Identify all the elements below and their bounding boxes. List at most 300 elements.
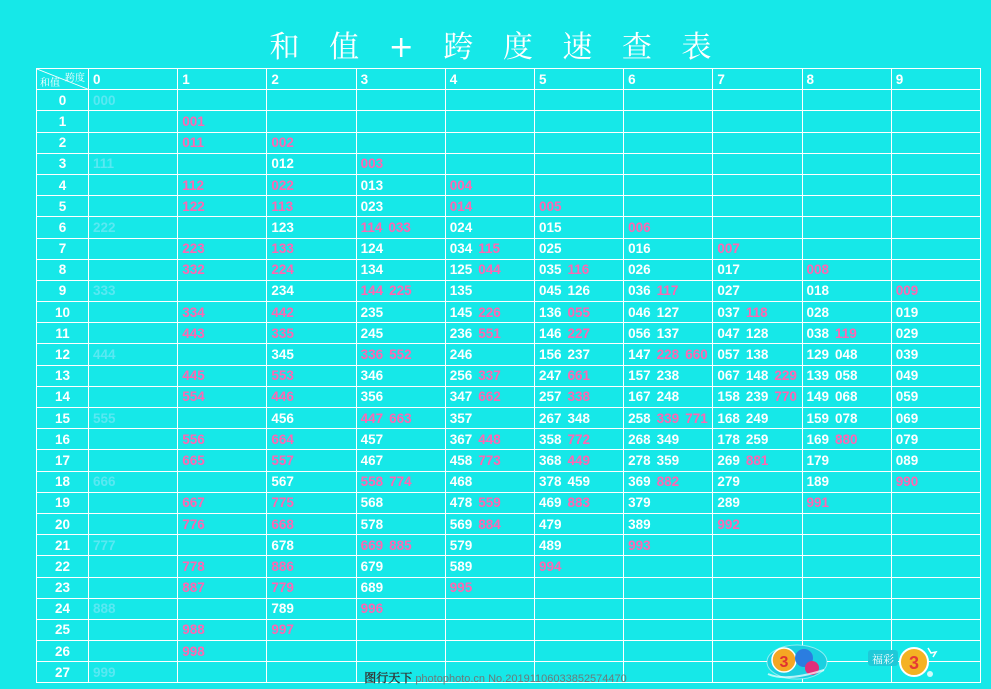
cell-sum-9-span-4 [445, 280, 534, 301]
cell-sum-19-span-9 [891, 492, 980, 513]
table-body [37, 90, 981, 683]
combo-value: 229 [774, 368, 797, 384]
combo-value: 001 [182, 113, 205, 129]
combo-value: 443 [182, 325, 205, 341]
cell-sum-24-span-2 [267, 598, 356, 619]
combo-value: 118 [745, 304, 768, 320]
cell-sum-19-span-8 [802, 492, 891, 513]
combo-value: 774 [389, 474, 412, 490]
table-row [37, 619, 981, 640]
table-row [37, 513, 981, 534]
combo-value: 146 [538, 325, 562, 341]
cell-sum-0-span-0 [89, 90, 178, 111]
row-header-sum-4: 4 [37, 174, 89, 195]
cell-sum-11-span-5 [534, 323, 623, 344]
combo-value: 247 [538, 368, 562, 384]
combo-value: 127 [656, 304, 680, 320]
combo-value: 997 [271, 622, 294, 638]
table-row [37, 386, 981, 407]
combo-value: 148 [745, 368, 769, 384]
combo-value: 028 [806, 304, 830, 320]
combo-value: 886 [271, 558, 294, 574]
cell-sum-16-span-7 [713, 429, 802, 450]
combo-value: 009 [895, 283, 919, 299]
combo-value: 479 [538, 516, 562, 532]
table-row [37, 174, 981, 195]
cell-sum-22-span-4 [445, 556, 534, 577]
combo-value: 489 [538, 537, 562, 553]
combo-value: 259 [745, 431, 769, 447]
cell-sum-0-span-6 [624, 90, 713, 111]
row-header-sum-15: 15 [37, 408, 89, 429]
cell-sum-5-span-6 [624, 196, 713, 217]
cell-sum-21-span-5 [534, 535, 623, 556]
cell-sum-4-span-7 [713, 174, 802, 195]
cell-sum-14-span-4 [445, 386, 534, 407]
cell-sum-12-span-3 [356, 344, 445, 365]
table-row [37, 492, 981, 513]
cell-sum-11-span-3 [356, 323, 445, 344]
table-row [37, 323, 981, 344]
combo-value: 459 [567, 474, 590, 490]
combo-value: 349 [656, 431, 680, 447]
cell-sum-18-span-1 [178, 471, 267, 492]
cell-sum-17-span-6 [624, 450, 713, 471]
combo-value: 114 [360, 219, 383, 235]
cell-sum-20-span-4 [445, 513, 534, 534]
table-row [37, 408, 981, 429]
combo-value: 018 [806, 283, 830, 299]
cell-sum-3-span-0 [89, 153, 178, 174]
cell-sum-10-span-5 [534, 302, 623, 323]
cell-sum-13-span-0 [89, 365, 178, 386]
combo-value: 358 [538, 431, 562, 447]
cell-sum-2-span-2 [267, 132, 356, 153]
svg-text:福彩: 福彩 [872, 653, 894, 666]
cell-sum-5-span-0 [89, 196, 178, 217]
combo-value: 338 [567, 389, 590, 405]
watermark [0, 669, 991, 686]
combo-value: 178 [717, 431, 740, 447]
combo-value: 689 [360, 580, 384, 596]
combo-value: 778 [182, 558, 205, 574]
cell-sum-6-span-7 [713, 217, 802, 238]
cell-sum-18-span-0 [89, 471, 178, 492]
combo-value: 445 [182, 368, 205, 384]
cell-sum-1-span-1 [178, 111, 267, 132]
cell-sum-23-span-6 [624, 577, 713, 598]
watermark-url: photophoto.cn [415, 673, 486, 685]
cell-sum-24-span-4 [445, 598, 534, 619]
cell-sum-26-span-0 [89, 641, 178, 662]
cell-sum-5-span-4 [445, 196, 534, 217]
cell-sum-11-span-0 [89, 323, 178, 344]
combo-value: 056 [628, 325, 651, 341]
combo-value: 559 [478, 495, 501, 511]
combo-value: 773 [478, 452, 501, 468]
cell-sum-3-span-6 [624, 153, 713, 174]
cell-sum-15-span-0 [89, 408, 178, 429]
table-row [37, 153, 981, 174]
combo-value: 000 [93, 92, 116, 108]
combo-value: 665 [182, 452, 205, 468]
corner-label-span: 跨度 [65, 73, 85, 84]
combo-value: 995 [449, 580, 473, 596]
corner-header-cell [37, 69, 89, 90]
combo-value: 663 [389, 410, 412, 426]
cell-sum-8-span-0 [89, 259, 178, 280]
svg-text:3: 3 [908, 653, 920, 673]
cell-sum-4-span-0 [89, 174, 178, 195]
cell-sum-8-span-1 [178, 259, 267, 280]
combo-value: 124 [360, 241, 384, 257]
cell-sum-14-span-8 [802, 386, 891, 407]
combo-value: 119 [835, 325, 857, 341]
combo-value: 447 [360, 410, 384, 426]
combo-value: 014 [449, 198, 473, 214]
combo-value: 568 [360, 495, 384, 511]
combo-value: 567 [271, 474, 294, 490]
cell-sum-19-span-1 [178, 492, 267, 513]
combo-value: 239 [745, 389, 769, 405]
cell-sum-13-span-9 [891, 365, 980, 386]
cell-sum-20-span-7 [713, 513, 802, 534]
cell-sum-17-span-2 [267, 450, 356, 471]
combo-value: 359 [656, 452, 680, 468]
cell-sum-16-span-5 [534, 429, 623, 450]
column-header-6: 6 [624, 69, 713, 90]
cell-sum-8-span-4 [445, 259, 534, 280]
cell-sum-19-span-0 [89, 492, 178, 513]
row-header-sum-19: 19 [37, 492, 89, 513]
cell-sum-23-span-5 [534, 577, 623, 598]
cell-sum-13-span-4 [445, 365, 534, 386]
combo-value: 246 [449, 347, 473, 363]
column-header-1: 1 [178, 69, 267, 90]
combo-value: 789 [271, 601, 294, 617]
combo-value: 022 [271, 177, 294, 193]
combo-value: 026 [628, 262, 651, 278]
cell-sum-18-span-8 [802, 471, 891, 492]
cell-sum-8-span-3 [356, 259, 445, 280]
cell-sum-21-span-6 [624, 535, 713, 556]
combo-value: 553 [271, 368, 294, 384]
cell-sum-0-span-1 [178, 90, 267, 111]
table-row [37, 280, 981, 301]
combo-value: 005 [538, 198, 562, 214]
cell-sum-23-span-3 [356, 577, 445, 598]
combo-value: 883 [567, 495, 590, 511]
combo-value: 069 [895, 410, 919, 426]
cell-sum-25-span-6 [624, 619, 713, 640]
row-header-sum-6: 6 [37, 217, 89, 238]
table-row [37, 598, 981, 619]
combo-value: 779 [271, 580, 294, 596]
cell-sum-3-span-8 [802, 153, 891, 174]
cell-sum-13-span-7 [713, 365, 802, 386]
cell-sum-7-span-7 [713, 238, 802, 259]
cell-sum-4-span-3 [356, 174, 445, 195]
combo-value: 770 [774, 389, 797, 405]
cell-sum-23-span-0 [89, 577, 178, 598]
cell-sum-19-span-2 [267, 492, 356, 513]
cell-sum-9-span-6 [624, 280, 713, 301]
cell-sum-2-span-1 [178, 132, 267, 153]
cell-sum-22-span-5 [534, 556, 623, 577]
combo-value: 988 [182, 622, 205, 638]
cell-sum-10-span-4 [445, 302, 534, 323]
table-header-row [37, 69, 981, 90]
cell-sum-26-span-4 [445, 641, 534, 662]
combo-value: 579 [449, 537, 473, 553]
combo-value: 237 [567, 347, 590, 363]
cell-sum-12-span-2 [267, 344, 356, 365]
cell-sum-3-span-1 [178, 153, 267, 174]
combo-value: 556 [182, 431, 205, 447]
cell-sum-16-span-9 [891, 429, 980, 450]
cell-sum-10-span-7 [713, 302, 802, 323]
column-header-4: 4 [445, 69, 534, 90]
combo-value: 137 [656, 325, 680, 341]
combo-value: 025 [538, 241, 562, 257]
cell-sum-5-span-9 [891, 196, 980, 217]
cell-sum-16-span-4 [445, 429, 534, 450]
combo-value: 994 [538, 558, 562, 574]
cell-sum-22-span-6 [624, 556, 713, 577]
combo-value: 169 [806, 431, 830, 447]
cell-sum-2-span-0 [89, 132, 178, 153]
table-row [37, 429, 981, 450]
combo-value: 267 [538, 410, 562, 426]
cell-sum-11-span-1 [178, 323, 267, 344]
row-header-sum-7: 7 [37, 238, 89, 259]
combo-value: 015 [538, 219, 562, 235]
combo-value: 289 [717, 495, 740, 511]
cell-sum-2-span-5 [534, 132, 623, 153]
combo-value: 357 [449, 410, 473, 426]
combo-value: 478 [449, 495, 473, 511]
combo-value: 666 [93, 474, 116, 490]
row-header-sum-24: 24 [37, 598, 89, 619]
cell-sum-10-span-1 [178, 302, 267, 323]
column-header-5: 5 [534, 69, 623, 90]
cell-sum-1-span-7 [713, 111, 802, 132]
cell-sum-0-span-4 [445, 90, 534, 111]
cell-sum-0-span-5 [534, 90, 623, 111]
combo-value: 111 [93, 156, 115, 172]
combo-value: 348 [567, 410, 590, 426]
combo-value: 135 [449, 283, 473, 299]
cell-sum-4-span-9 [891, 174, 980, 195]
combo-value: 339 [656, 410, 680, 426]
combo-value: 055 [567, 304, 590, 320]
sum-span-lookup-table [36, 68, 981, 683]
combo-value: 771 [685, 410, 708, 426]
table-row [37, 450, 981, 471]
cell-sum-11-span-4 [445, 323, 534, 344]
cell-sum-7-span-3 [356, 238, 445, 259]
table-row [37, 556, 981, 577]
combo-value: 345 [271, 347, 294, 363]
cell-sum-24-span-1 [178, 598, 267, 619]
table-row [37, 365, 981, 386]
page-title: 和 值 + 跨 度 速 查 表 [269, 30, 722, 65]
cell-sum-5-span-3 [356, 196, 445, 217]
cell-sum-23-span-8 [802, 577, 891, 598]
combo-value: 123 [271, 219, 294, 235]
cell-sum-22-span-7 [713, 556, 802, 577]
cell-sum-19-span-4 [445, 492, 534, 513]
cell-sum-18-span-7 [713, 471, 802, 492]
combo-value: 003 [360, 156, 384, 172]
combo-value: 045 [538, 283, 562, 299]
cell-sum-0-span-3 [356, 90, 445, 111]
table-row [37, 344, 981, 365]
combo-value: 136 [538, 304, 562, 320]
cell-sum-23-span-7 [713, 577, 802, 598]
cell-sum-12-span-0 [89, 344, 178, 365]
cell-sum-10-span-0 [89, 302, 178, 323]
cell-sum-15-span-3 [356, 408, 445, 429]
combo-value: 669 [360, 537, 384, 553]
cell-sum-12-span-5 [534, 344, 623, 365]
cell-sum-11-span-7 [713, 323, 802, 344]
cell-sum-9-span-5 [534, 280, 623, 301]
cell-sum-8-span-2 [267, 259, 356, 280]
row-header-sum-2: 2 [37, 132, 89, 153]
cell-sum-9-span-7 [713, 280, 802, 301]
cell-sum-19-span-6 [624, 492, 713, 513]
column-header-8: 8 [802, 69, 891, 90]
cell-sum-15-span-4 [445, 408, 534, 429]
cell-sum-12-span-6 [624, 344, 713, 365]
cell-sum-20-span-2 [267, 513, 356, 534]
combo-value: 368 [538, 452, 562, 468]
cell-sum-15-span-1 [178, 408, 267, 429]
combo-value: 024 [449, 219, 473, 235]
cell-sum-16-span-1 [178, 429, 267, 450]
cell-sum-20-span-8 [802, 513, 891, 534]
cell-sum-17-span-5 [534, 450, 623, 471]
cell-sum-0-span-8 [802, 90, 891, 111]
cell-sum-8-span-5 [534, 259, 623, 280]
combo-value: 278 [628, 452, 651, 468]
cell-sum-14-span-5 [534, 386, 623, 407]
combo-value: 279 [717, 474, 740, 490]
combo-value: 887 [182, 580, 205, 596]
row-header-sum-27: 27 [37, 662, 89, 683]
cell-sum-17-span-4 [445, 450, 534, 471]
row-header-sum-16: 16 [37, 429, 89, 450]
row-header-sum-26: 26 [37, 641, 89, 662]
cell-sum-10-span-2 [267, 302, 356, 323]
cell-sum-20-span-5 [534, 513, 623, 534]
combo-value: 991 [806, 495, 830, 511]
cell-sum-5-span-1 [178, 196, 267, 217]
column-header-3: 3 [356, 69, 445, 90]
combo-value: 117 [656, 283, 679, 299]
row-header-sum-5: 5 [37, 196, 89, 217]
cell-sum-5-span-8 [802, 196, 891, 217]
table-row [37, 238, 981, 259]
combo-value: 068 [835, 389, 858, 405]
row-header-sum-11: 11 [37, 323, 89, 344]
combo-value: 664 [271, 431, 294, 447]
cell-sum-18-span-4 [445, 471, 534, 492]
cell-sum-10-span-6 [624, 302, 713, 323]
cell-sum-6-span-0 [89, 217, 178, 238]
cell-sum-8-span-9 [891, 259, 980, 280]
combo-value: 660 [685, 347, 708, 363]
cell-sum-22-span-2 [267, 556, 356, 577]
table-row [37, 259, 981, 280]
row-header-sum-18: 18 [37, 471, 89, 492]
cell-sum-24-span-7 [713, 598, 802, 619]
cell-sum-14-span-7 [713, 386, 802, 407]
row-header-sum-0: 0 [37, 90, 89, 111]
cell-sum-16-span-0 [89, 429, 178, 450]
cell-sum-7-span-2 [267, 238, 356, 259]
cell-sum-22-span-9 [891, 556, 980, 577]
table-row [37, 90, 981, 111]
combo-value: 002 [271, 135, 294, 151]
cell-sum-22-span-0 [89, 556, 178, 577]
cell-sum-12-span-8 [802, 344, 891, 365]
cell-sum-23-span-9 [891, 577, 980, 598]
combo-value: 227 [567, 325, 590, 341]
combo-value: 004 [449, 177, 473, 193]
combo-value: 999 [93, 664, 116, 680]
combo-value: 880 [835, 431, 858, 447]
combo-value: 234 [271, 283, 294, 299]
cell-sum-17-span-7 [713, 450, 802, 471]
cell-sum-19-span-7 [713, 492, 802, 513]
cell-sum-26-span-1 [178, 641, 267, 662]
cell-sum-16-span-6 [624, 429, 713, 450]
combo-value: 224 [271, 262, 294, 278]
combo-value: 882 [656, 474, 680, 490]
cell-sum-13-span-6 [624, 365, 713, 386]
cell-sum-7-span-0 [89, 238, 178, 259]
combo-value: 057 [717, 347, 740, 363]
combo-value: 147 [628, 347, 651, 363]
cell-sum-12-span-9 [891, 344, 980, 365]
cell-sum-3-span-4 [445, 153, 534, 174]
cell-sum-9-span-9 [891, 280, 980, 301]
combo-value: 334 [182, 304, 205, 320]
table-row [37, 535, 981, 556]
combo-value: 008 [806, 262, 830, 278]
cell-sum-2-span-3 [356, 132, 445, 153]
combo-value: 668 [271, 516, 294, 532]
cell-sum-7-span-1 [178, 238, 267, 259]
combo-value: 113 [271, 198, 294, 214]
cell-sum-1-span-6 [624, 111, 713, 132]
cell-sum-25-span-3 [356, 619, 445, 640]
cell-sum-9-span-1 [178, 280, 267, 301]
combo-value: 019 [895, 304, 919, 320]
cell-sum-14-span-9 [891, 386, 980, 407]
combo-value: 006 [628, 219, 651, 235]
cell-sum-22-span-3 [356, 556, 445, 577]
combo-value: 337 [478, 368, 501, 384]
cell-sum-24-span-9 [891, 598, 980, 619]
combo-value: 661 [567, 368, 590, 384]
cell-sum-15-span-7 [713, 408, 802, 429]
cell-sum-4-span-2 [267, 174, 356, 195]
combo-value: 167 [628, 389, 651, 405]
combo-value: 457 [360, 431, 384, 447]
